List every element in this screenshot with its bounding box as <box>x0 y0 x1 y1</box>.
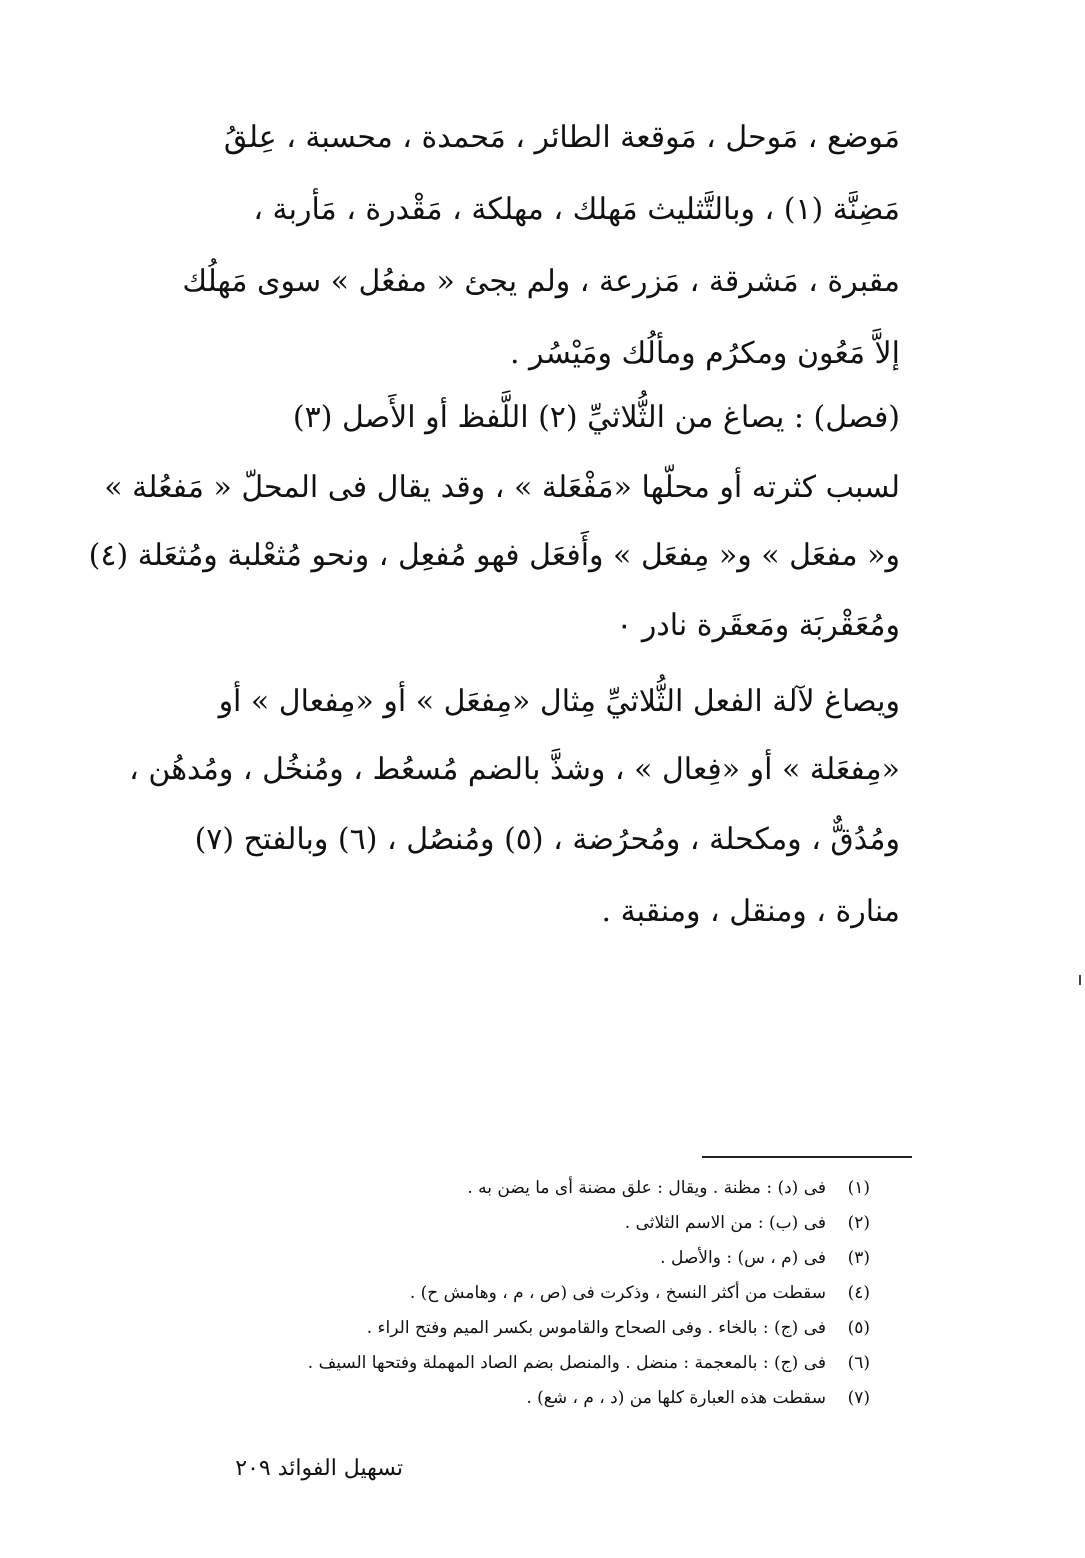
footnote-separator <box>702 1156 912 1158</box>
footnote-number: (٥) <box>847 1318 870 1338</box>
footnote <box>467 1178 870 1198</box>
footnote-number: (٦) <box>847 1353 870 1373</box>
footnote-number: (٧) <box>847 1388 870 1408</box>
footnote-text: سقطت هذه العبارة كلها من (د ، م ، شع) . <box>526 1388 826 1408</box>
footnote-number: (٣) <box>847 1248 870 1268</box>
page-number: ٢٠٩ <box>235 1456 271 1481</box>
text-line: ومُعَقْربَة ومَعقَرة نادر ٠ <box>616 608 900 643</box>
footnote-text: فى (م ، س) : والأصل . <box>660 1248 826 1268</box>
text-line: إلاَّ مَعُون ومكرُم ومألُك ومَيْسُر . <box>509 336 900 371</box>
footnote-text: فى (ج) : بالمعجمة : منضل . والمنصل بضم الصاد المهملة وفتحها السيف . <box>307 1353 826 1373</box>
scan-mark <box>1079 975 1081 985</box>
text-line: و« مفعَل » و« مِفعَل » وأَفعَل فهو مُفعِل ، ونحو مُثعْلبة ومُثعَلة (٤) <box>88 538 900 573</box>
footnote-text: سقطت من أكثر النسخ ، وذكرت فى (ص ، م ، وهامش ح) . <box>409 1283 826 1303</box>
page-footer <box>183 1456 403 1481</box>
footnote <box>410 1283 870 1303</box>
footnote <box>526 1388 870 1408</box>
text-line: ومُدُقٌّ ، ومكحلة ، ومُحرُضة ، (٥) ومُنصُل ، (٦) وبالفتح (٧) <box>194 822 900 857</box>
text-line: مَوضع ، مَوحل ، مَوقعة الطائر ، مَحمدة ، محسبة ، عِلقُ <box>223 120 900 155</box>
text-line: (فصل) : يصاغ من الثُّلاثيِّ (٢) اللَّفظ أو الأَصل (٣) <box>292 400 900 435</box>
footnote-text: فى (ج) : بالخاء . وفى الصحاح والقاموس بكسر الميم وفتح الراء . <box>366 1318 826 1338</box>
text-line: «مِفعَلة » أو «فِعال » ، وشذَّ بالضم مُسعُط ، ومُنخُل ، ومُدهُن ، <box>129 752 900 787</box>
footnote <box>308 1353 870 1373</box>
footnote <box>625 1213 870 1233</box>
text-line: مقبرة ، مَشرقة ، مَزرعة ، ولم يجئ « مفعُل » سوى مَهلُك <box>182 264 900 299</box>
footnote-number: (٢) <box>847 1213 870 1233</box>
running-title: تسهيل الفوائد <box>277 1456 403 1481</box>
footnote-number: (١) <box>847 1178 870 1198</box>
footnote <box>367 1318 870 1338</box>
footnote-text: فى (ب) : من الاسم الثلاثى . <box>624 1213 826 1233</box>
footnote-number: (٤) <box>847 1283 870 1303</box>
text-line: ويصاغ لآلة الفعل الثُّلاثيِّ مِثال «مِفعَل » أو «مِفعال » أو <box>218 684 900 719</box>
text-line: لسبب كثرته أو محلّها «مَفْعَلة » ، وقد يقال فى المحلّ « مَفعُلة » <box>104 470 900 505</box>
text-line: منارة ، ومنقل ، ومنقبة . <box>601 894 900 929</box>
text-line: مَضِنَّة (١) ، وبالتَّثليث مَهلك ، مهلكة ، مَقْدرة ، مَأربة ، <box>253 192 900 227</box>
footnote-text: فى (د) : مظنة . ويقال : علق مضنة أى ما يضن به . <box>467 1178 826 1198</box>
footnote <box>660 1248 870 1268</box>
